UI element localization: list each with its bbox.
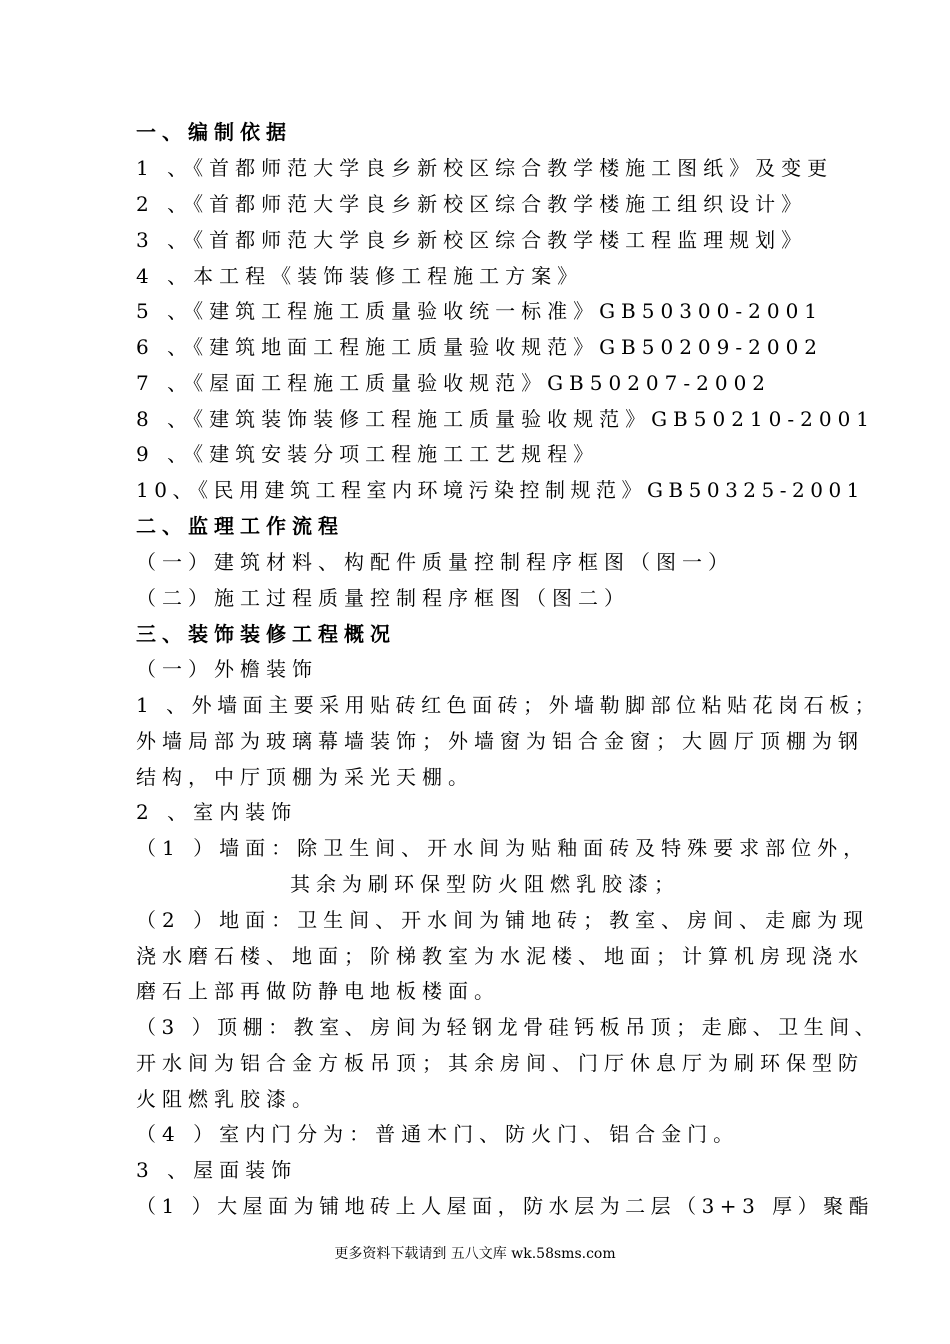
- overview-line: 外墙局部为玻璃幕墙装饰；外墙窗为铝合金窗；大圆厅顶棚为钢: [136, 729, 864, 753]
- overview-line: 开水间为铝合金方板吊顶；其余房间、门厅休息厅为刷环保型防: [136, 1051, 864, 1075]
- overview-line: 磨石上部再做防静电地板楼面。: [136, 979, 500, 1003]
- overview-line: （1 ）墙面：除卫生间、开水间为贴釉面砖及特殊要求部位外，: [136, 836, 870, 860]
- overview-line: 3 、屋面装饰: [136, 1158, 298, 1182]
- basis-item-10: 10、《民用建筑工程室内环境污染控制规范》GB50325-2001: [136, 478, 865, 502]
- page-footer: 更多资料下载请到 五八文库 wk.58sms.com: [334, 1246, 616, 1262]
- basis-item-8: 8 、《建筑装饰装修工程施工质量验收规范》GB50210-2001: [136, 407, 876, 431]
- overview-line: （1 ）大屋面为铺地砖上人屋面，防水层为二层（3+3 厚）聚酯: [136, 1194, 875, 1218]
- section-1-title: 一、编制依据: [136, 120, 292, 144]
- basis-item-3: 3 、《首都师范大学良乡新校区综合教学楼工程监理规划》: [136, 228, 808, 252]
- basis-item-6: 6 、《建筑地面工程施工质量验收规范》GB50209-2002: [136, 335, 824, 359]
- overview-line: 火阻燃乳胶漆。: [136, 1087, 318, 1111]
- overview-line: （2 ）地面：卫生间、开水间为铺地砖；教室、房间、走廊为现: [136, 908, 870, 932]
- section-2-title: 二、监理工作流程: [136, 514, 344, 538]
- basis-item-5: 5 、《建筑工程施工质量验收统一标准》GB50300-2001: [136, 299, 824, 323]
- basis-item-2: 2 、《首都师范大学良乡新校区综合教学楼施工组织设计》: [136, 192, 808, 216]
- overview-line: 2 、室内装饰: [136, 800, 298, 824]
- overview-line: 1 、外墙面主要采用贴砖红色面砖；外墙勒脚部位粘贴花岗石板；: [136, 693, 881, 717]
- overview-line: （4 ）室内门分为：普通木门、防火门、铝合金门。: [136, 1122, 740, 1146]
- basis-item-7: 7 、《屋面工程施工质量验收规范》GB50207-2002: [136, 371, 772, 395]
- workflow-item-1: （一）建筑材料、构配件质量控制程序框图（图一）: [136, 550, 734, 574]
- overview-line: 结构，中厅顶棚为采光天棚。: [136, 765, 474, 789]
- basis-item-1: 1 、《首都师范大学良乡新校区综合教学楼施工图纸》及变更: [136, 156, 834, 180]
- overview-line: （3 ）顶棚：教室、房间为轻钢龙骨硅钙板吊顶；走廊、卫生间、: [136, 1015, 881, 1039]
- overview-line: 浇水磨石楼、地面；阶梯教室为水泥楼、地面；计算机房现浇水: [136, 944, 864, 968]
- workflow-item-2: （二）施工过程质量控制程序框图（图二）: [136, 586, 630, 610]
- basis-item-9: 9 、《建筑安装分项工程施工工艺规程》: [136, 442, 600, 466]
- overview-line-indented: 其余为刷环保型防火阻燃乳胶漆；: [290, 872, 680, 896]
- section-3-title: 三、装饰装修工程概况: [136, 622, 396, 646]
- overview-line: （一）外檐装饰: [136, 657, 318, 681]
- basis-item-4: 4 、本工程《装饰装修工程施工方案》: [136, 264, 584, 288]
